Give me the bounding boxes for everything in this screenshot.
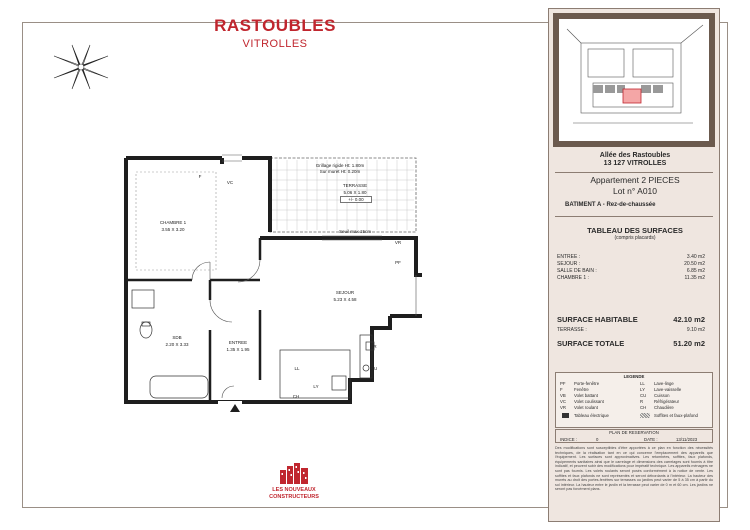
legend-code: R xyxy=(640,399,644,404)
room-name-entree: ENTREE xyxy=(228,340,248,345)
legend-box xyxy=(555,372,713,428)
reservation-title: PLAN DE RESERVATION xyxy=(609,430,659,435)
legend-code: VB xyxy=(560,393,566,398)
code-f: F xyxy=(198,174,202,179)
code-ll: LL xyxy=(294,366,300,371)
surfaces-title: TABLEAU DES SURFACES xyxy=(587,226,683,235)
disclaimer-note: Des modifications sont susceptibles d'être apportées à ce plan en fonction des nécessités techniques, de la réalisation tant en ce qui concerne l'emplacement des appareils que l'équipement. Les surfaces sont approximatives. Les retombées, soffites, faux plafonds, équipements sanitaires ainsi que le carrelage et dimensions des carrelages sont fournis à titre indicatif, et peuvent subir des modifications pour impératif technique. Les appareils ménagers ne sont pas fournis. Les volets roulants seront posés conformément à la notice de vente. Les soffites et faux plafonds ne sont représentés et seront débordants à l'intérieur. La hauteur des murets au droit des portes-fenêtres sur terrasses ou jardins peut varier de 5 à 35 cm à partir du sol intérieur. La hauteur entre le jardin et la terrasse peut varier de 0 m et 60 cm. Les jardins ne seront pas forcément plans. xyxy=(555,446,713,492)
builder-logo-line2: CONSTRUCTEURS xyxy=(269,494,319,500)
code-vc: VC xyxy=(226,180,234,185)
legend-code: CU xyxy=(640,393,647,398)
surface-value-sejour: 20.50 m2 xyxy=(684,261,705,267)
code-ch: CH xyxy=(292,394,300,399)
date-value: 13/11/2023 xyxy=(676,437,698,442)
surface-value-sdb: 6.85 m2 xyxy=(686,268,705,274)
lot-number: Lot n° A010 xyxy=(612,186,658,196)
surfaces-subtitle: (compris placards) xyxy=(614,235,656,241)
reservation-box xyxy=(555,429,713,443)
surface-label-entree: ENTREE : xyxy=(557,254,581,260)
legend-code: F xyxy=(560,387,563,392)
legend-title: LEGENDE xyxy=(623,374,645,379)
room-dims-terrasse: 5.06 X 1.80 xyxy=(343,190,367,195)
code-cu: CU xyxy=(370,366,378,371)
indice-label: INDICE : xyxy=(560,437,577,442)
code-vr: VR xyxy=(394,240,402,245)
code-pf: PF xyxy=(395,260,401,265)
room-name-terrasse: TERRASSE xyxy=(342,183,368,188)
total-label: SURFACE TOTALE xyxy=(557,339,625,348)
legend-code: LL xyxy=(640,381,645,386)
address-line2: 13 127 VITROLLES xyxy=(603,160,667,167)
terrace-label: TERRASSE : xyxy=(557,327,587,333)
legend-text: Volet battant xyxy=(574,393,598,398)
info-panel xyxy=(548,8,720,522)
legend-text: Volet coulissant xyxy=(574,399,604,404)
legend-text: Porte-fenêtre xyxy=(574,381,600,386)
room-dims-sdb: 2.20 X 3.33 xyxy=(165,342,189,347)
indice-value: 0 xyxy=(596,437,599,442)
address-line1: Allée des Rastoubles xyxy=(599,152,671,159)
date-label: DATE : xyxy=(644,437,658,442)
code-r: R xyxy=(373,344,377,349)
habitable-label: SURFACE HABITABLE xyxy=(557,315,638,324)
legend-text: Réfrigérateur xyxy=(654,399,680,404)
surface-label-chambre: CHAMBRE 1 : xyxy=(557,275,589,281)
terrace-note-1: Grillage rigide Ht: 1.80m xyxy=(315,163,365,168)
legend-soffit: Soffites et faux-plafond xyxy=(654,413,698,418)
total-value: 51.20 m2 xyxy=(673,339,705,348)
compass-rose-icon xyxy=(48,42,114,92)
threshold-note: Seuil max 15cm xyxy=(338,229,371,234)
builder-logo-line1: LES NOUVEAUX xyxy=(272,487,316,493)
room-name-chambre: CHAMBRE 1 xyxy=(159,220,187,225)
habitable-value: 42.10 m2 xyxy=(673,315,705,324)
building-level: BATIMENT A - Rez-de-chaussée xyxy=(565,202,656,208)
apartment-type: Appartement 2 PIECES xyxy=(590,175,680,185)
legend-code: LY xyxy=(640,387,645,392)
legend-text: Chaudière xyxy=(654,405,674,410)
legend-elec: Tableau électrique xyxy=(574,413,609,418)
project-brand: RASTOUBLES xyxy=(214,16,336,35)
legend-text: Lave-linge xyxy=(654,381,674,386)
surface-label-sdb: SALLE DE BAIN : xyxy=(557,268,597,274)
project-city: VITROLLES xyxy=(242,38,308,50)
terrace-note-2: Sur muret Ht: 0.20m xyxy=(319,169,361,174)
room-name-sejour: SEJOUR xyxy=(335,290,355,295)
legend-code: VR xyxy=(560,405,566,410)
room-dims-entree: 1.35 X 1.95 xyxy=(226,347,250,352)
surface-value-entree: 3.40 m2 xyxy=(686,254,705,260)
soffit-hatch-icon xyxy=(640,413,650,418)
legend-code: CH xyxy=(640,405,647,410)
terrace-value: 9.10 m2 xyxy=(686,327,705,333)
room-name-sdb: SDB xyxy=(172,335,182,340)
surface-value-chambre: 11.35 m2 xyxy=(684,275,705,281)
site-map xyxy=(553,13,715,147)
legend-code: PF xyxy=(560,381,566,386)
electrical-panel-icon xyxy=(562,413,569,418)
room-dims-sejour: 5.23 X 4.58 xyxy=(333,297,357,302)
legend-text: Cuisson xyxy=(654,393,670,398)
code-ly: LY xyxy=(313,384,319,389)
legend-text: Lave-vaisselle xyxy=(654,387,682,392)
legend-code: VC xyxy=(560,399,566,404)
legend-text: Fenêtre xyxy=(574,387,589,392)
surface-label-sejour: SEJOUR : xyxy=(557,261,581,267)
legend-text: Volet roulant xyxy=(574,405,598,410)
level-marker: +/- 0.00 xyxy=(340,196,372,203)
builder-logo-icon xyxy=(278,462,310,484)
room-dims-chambre: 3.55 X 3.20 xyxy=(161,227,185,232)
